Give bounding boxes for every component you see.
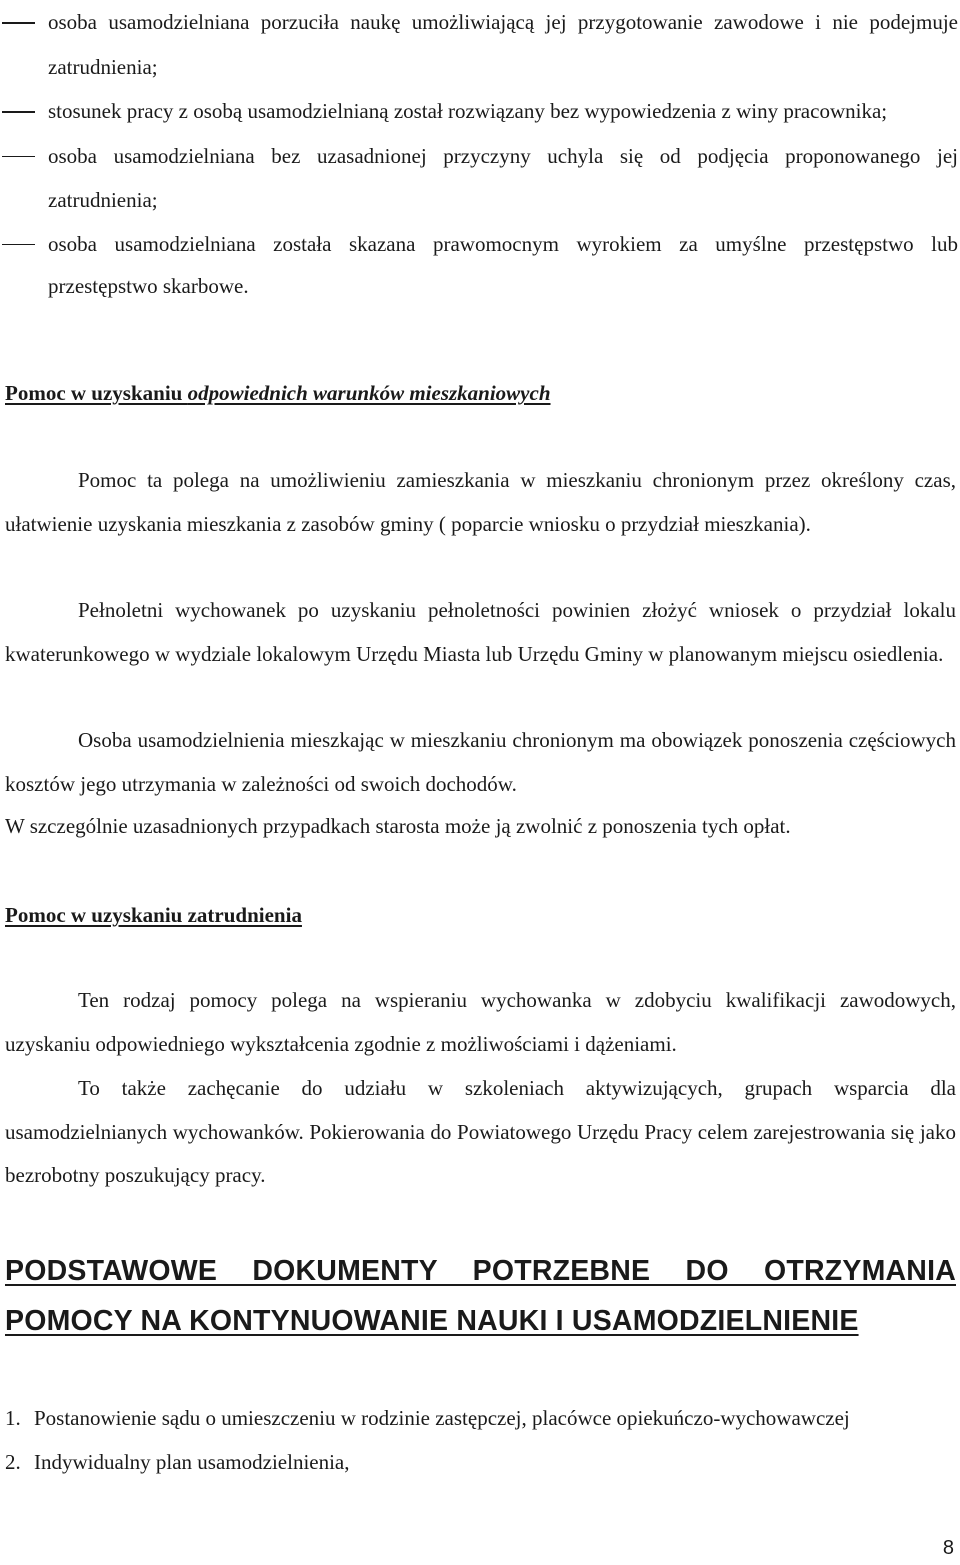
heading-employment-help: Pomoc w uzyskaniu zatrudnienia — [5, 903, 302, 927]
document-item — [5, 1397, 956, 1441]
paragraph-employment-1: Ten rodzaj pomocy polega na wspieraniu wychowanka w zdobyciu kwalifikacji zawodowych, uzyskaniu odpowiedniego wykształcenia zgodnie z możliwościami i dążeniami. — [5, 988, 956, 1056]
dash-bullet-icon — [2, 156, 35, 158]
document-text: Indywidualny plan usamodzielnienia, — [34, 1449, 350, 1474]
dash-bullet-icon — [2, 22, 35, 24]
page-number: 8 — [942, 1537, 954, 1559]
paragraph-housing-1: Pomoc ta polega na umożliwieniu zamieszkania w mieszkaniu chronionym przez określony czas, ułatwienie uzyskania mieszkania z zasobów gminy ( poparcie wniosku o przydział mieszkania). — [5, 468, 956, 536]
dash-bullet-icon — [2, 111, 35, 113]
bullet-text: osoba usamodzielniana porzuciła naukę umożliwiającą jej przygotowanie zawodowe i nie podejmuje zatrudnienia; — [48, 10, 958, 79]
paragraph-employment-2: To także zachęcanie do udziału w szkoleniach aktywizujących, grupach wsparcia dla usamodzielnianych wychowanków. Pokierowania do Powiatowego Urzędu Pracy celem zarejestrowania się jako bezrobotny poszukujący pracy. — [5, 1076, 956, 1187]
bullet-text: osoba usamodzielniana bez uzasadnionej przyczyny uchyla się od podjęcia proponowanego jej zatrudnienia; — [48, 143, 958, 212]
paragraph-housing-4: W szczególnie uzasadnionych przypadkach starosta może ją zwolnić z ponoszenia tych opłat. — [5, 814, 791, 838]
heading-housing-help — [5, 381, 551, 406]
bullet-text: stosunek pracy z osobą usamodzielnianą został rozwiązany bez wypowiedzenia z winy pracownika; — [48, 99, 888, 123]
heading-housing-plain: Pomoc w uzyskaniu — [5, 381, 188, 405]
documents-heading: PODSTAWOWE DOKUMENTY POTRZEBNE DO OTRZYMANIA POMOCY NA KONTYNUOWANIE NAUKI I USAMODZIELNIENIE — [5, 1255, 956, 1337]
paragraph-housing-2: Pełnoletni wychowanek po uzyskaniu pełnoletności powinien złożyć wniosek o przydział lokalu kwaterunkowego w wydziale lokalowym Urzędu Miasta lub Urzędu Gminy w planowanym miejscu osiedlenia. — [5, 598, 956, 666]
bullet-item — [0, 134, 958, 223]
document-text: Postanowienie sądu o umieszczeniu w rodzinie zastępczej, placówce opiekuńczo-wychowawczej — [34, 1406, 850, 1430]
bullet-text: osoba usamodzielniana została skazana prawomocnym wyrokiem za umyślne przestępstwo lub przestępstwo skarbowe. — [48, 231, 958, 298]
paragraph-housing-3: Osoba usamodzielnienia mieszkając w mieszkaniu chronionym ma obowiązek ponoszenia częściowych kosztów jego utrzymania w zależności od swoich dochodów. — [5, 728, 956, 796]
document-number: 2. — [5, 1449, 21, 1474]
heading-housing-italic: odpowiednich warunków mieszkaniowych — [187, 381, 551, 405]
document-number: 1. — [5, 1406, 21, 1430]
bullet-item — [0, 89, 958, 134]
documents-list — [5, 1397, 956, 1484]
document-item — [5, 1441, 956, 1485]
dash-bullet-icon — [2, 244, 35, 246]
bullet-item — [0, 223, 958, 307]
bullet-item — [0, 0, 958, 89]
bullet-list — [0, 0, 958, 307]
